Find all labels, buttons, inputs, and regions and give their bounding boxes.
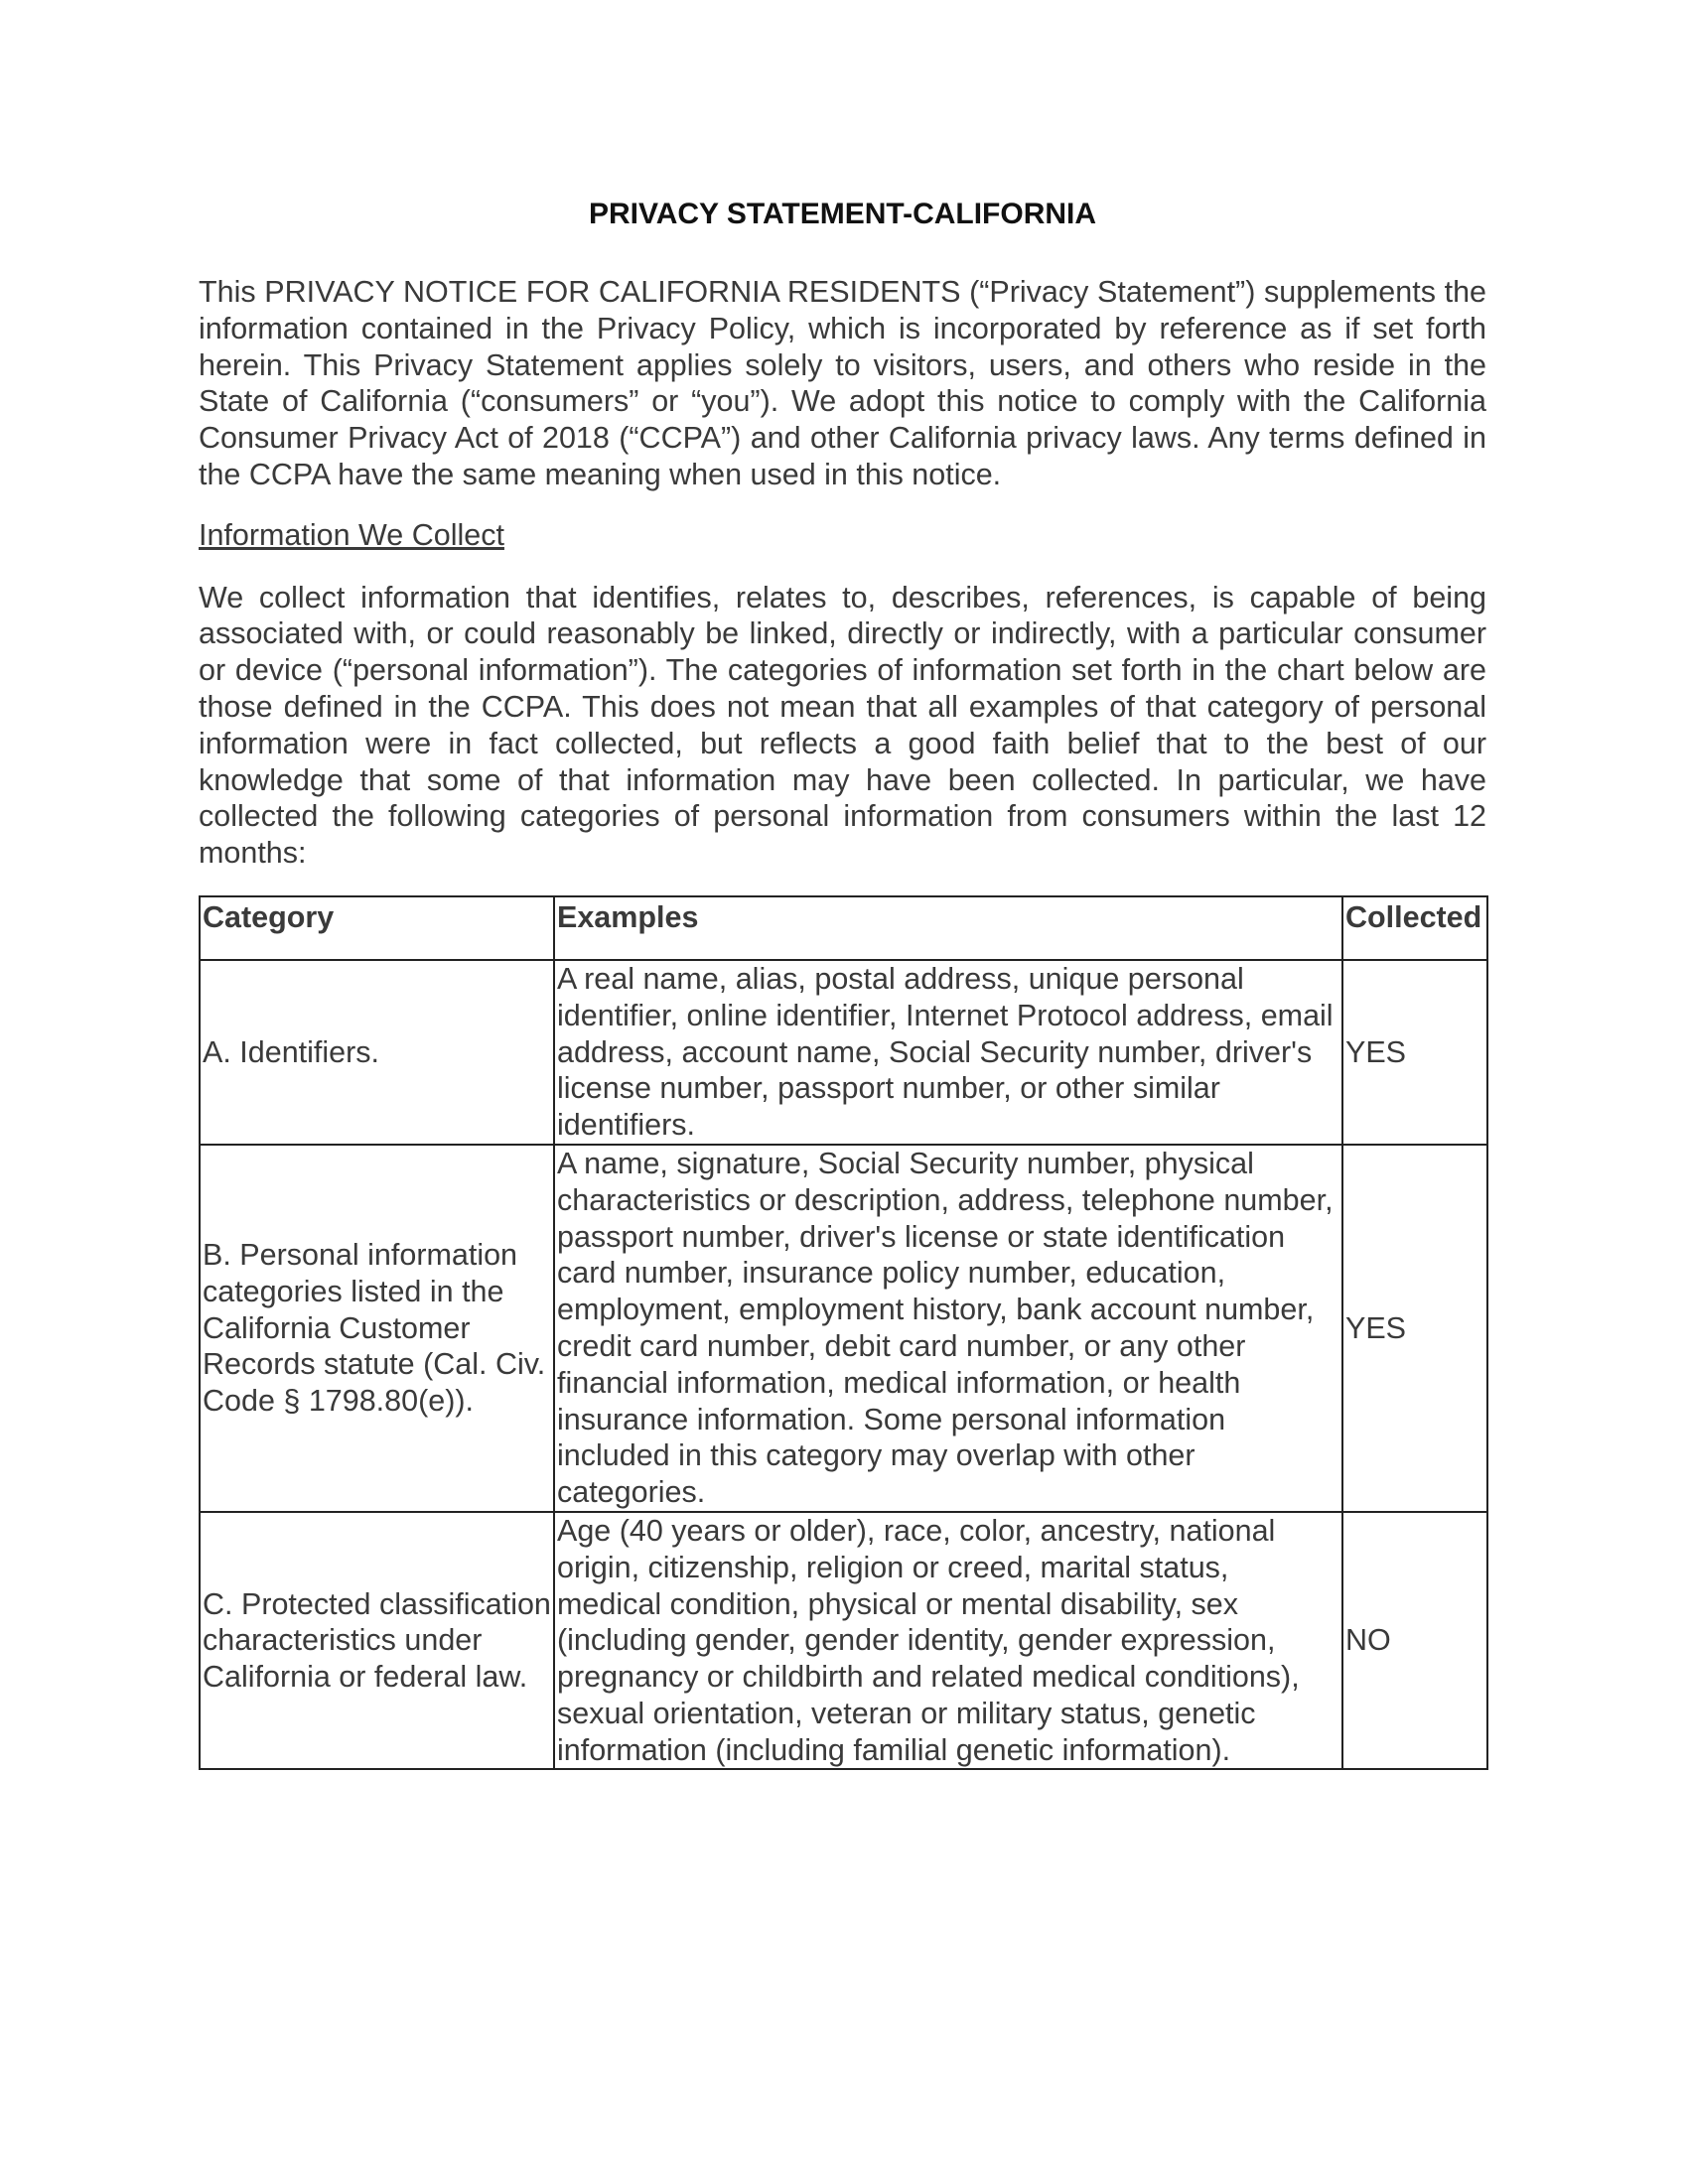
table-header-row [200, 896, 1487, 960]
row-collected: YES [1342, 1145, 1487, 1512]
row-category: B. Personal information categories listed in the California Customer Records statute (Cal. Civ. Code § 1798.80(e)). [200, 1145, 554, 1512]
header-collected: Collected [1342, 896, 1487, 960]
intro-paragraph: This PRIVACY NOTICE FOR CALIFORNIA RESIDENTS (“Privacy Statement”) supplements the information contained in the Privacy Policy, which is incorporated by reference as if set forth herein. This Privacy Statement applies solely to visitors, users, and others who reside in the State of California (“consumers” or “you”). We adopt this notice to comply with the California Consumer Privacy Act of 2018 (“CCPA”) and other California privacy laws. Any terms defined in the CCPA have the same meaning when used in this notice. [199, 275, 1486, 491]
header-examples: Examples [554, 896, 1342, 960]
section-heading-information-we-collect: Information We Collect [199, 517, 504, 552]
categories-table [199, 895, 1488, 1771]
row-collected: NO [1342, 1512, 1487, 1770]
row-examples: A name, signature, Social Security number, physical characteristics or description, address, telephone number, passport number, driver's license or state identification card number, insurance policy number, education, employment, employment history, bank account number, credit card number, debit card number, or any other financial information, medical information, or health insurance information. Some personal information included in this category may overlap with other categories. [554, 1145, 1342, 1512]
document-title: PRIVACY STATEMENT-CALIFORNIA [588, 198, 1097, 230]
row-collected: YES [1342, 960, 1487, 1145]
table-row [200, 960, 1487, 1145]
row-category: A. Identifiers. [200, 960, 554, 1145]
row-examples: Age (40 years or older), race, color, ancestry, national origin, citizenship, religion or creed, marital status, medical condition, physical or mental disability, sex (including gender, gender identity, gender expression, pregnancy or childbirth and related medical conditions), sexual orientation, veteran or military status, genetic information (including familial genetic information). [554, 1512, 1342, 1770]
row-category: C. Protected classification characteristics under California or federal law. [200, 1512, 554, 1770]
header-category: Category [200, 896, 554, 960]
document-page [199, 195, 1486, 1770]
collect-paragraph: We collect information that identifies, relates to, describes, references, is capable of being associated with, or could reasonably be linked, directly or indirectly, with a particular consumer or device (“personal information”). The categories of information set forth in the chart below are those defined in the CCPA. This does not mean that all examples of that category of personal information were in fact collected, but reflects a good faith belief that to the best of our knowledge that some of that information may have been collected. In particular, we have collected the following categories of personal information from consumers within the last 12 months: [199, 580, 1486, 871]
table-row [200, 1512, 1487, 1770]
row-examples: A real name, alias, postal address, unique personal identifier, online identifier, Internet Protocol address, email address, account name, Social Security number, driver's license number, passport number, or other similar identifiers. [554, 960, 1342, 1145]
table-row [200, 1145, 1487, 1512]
